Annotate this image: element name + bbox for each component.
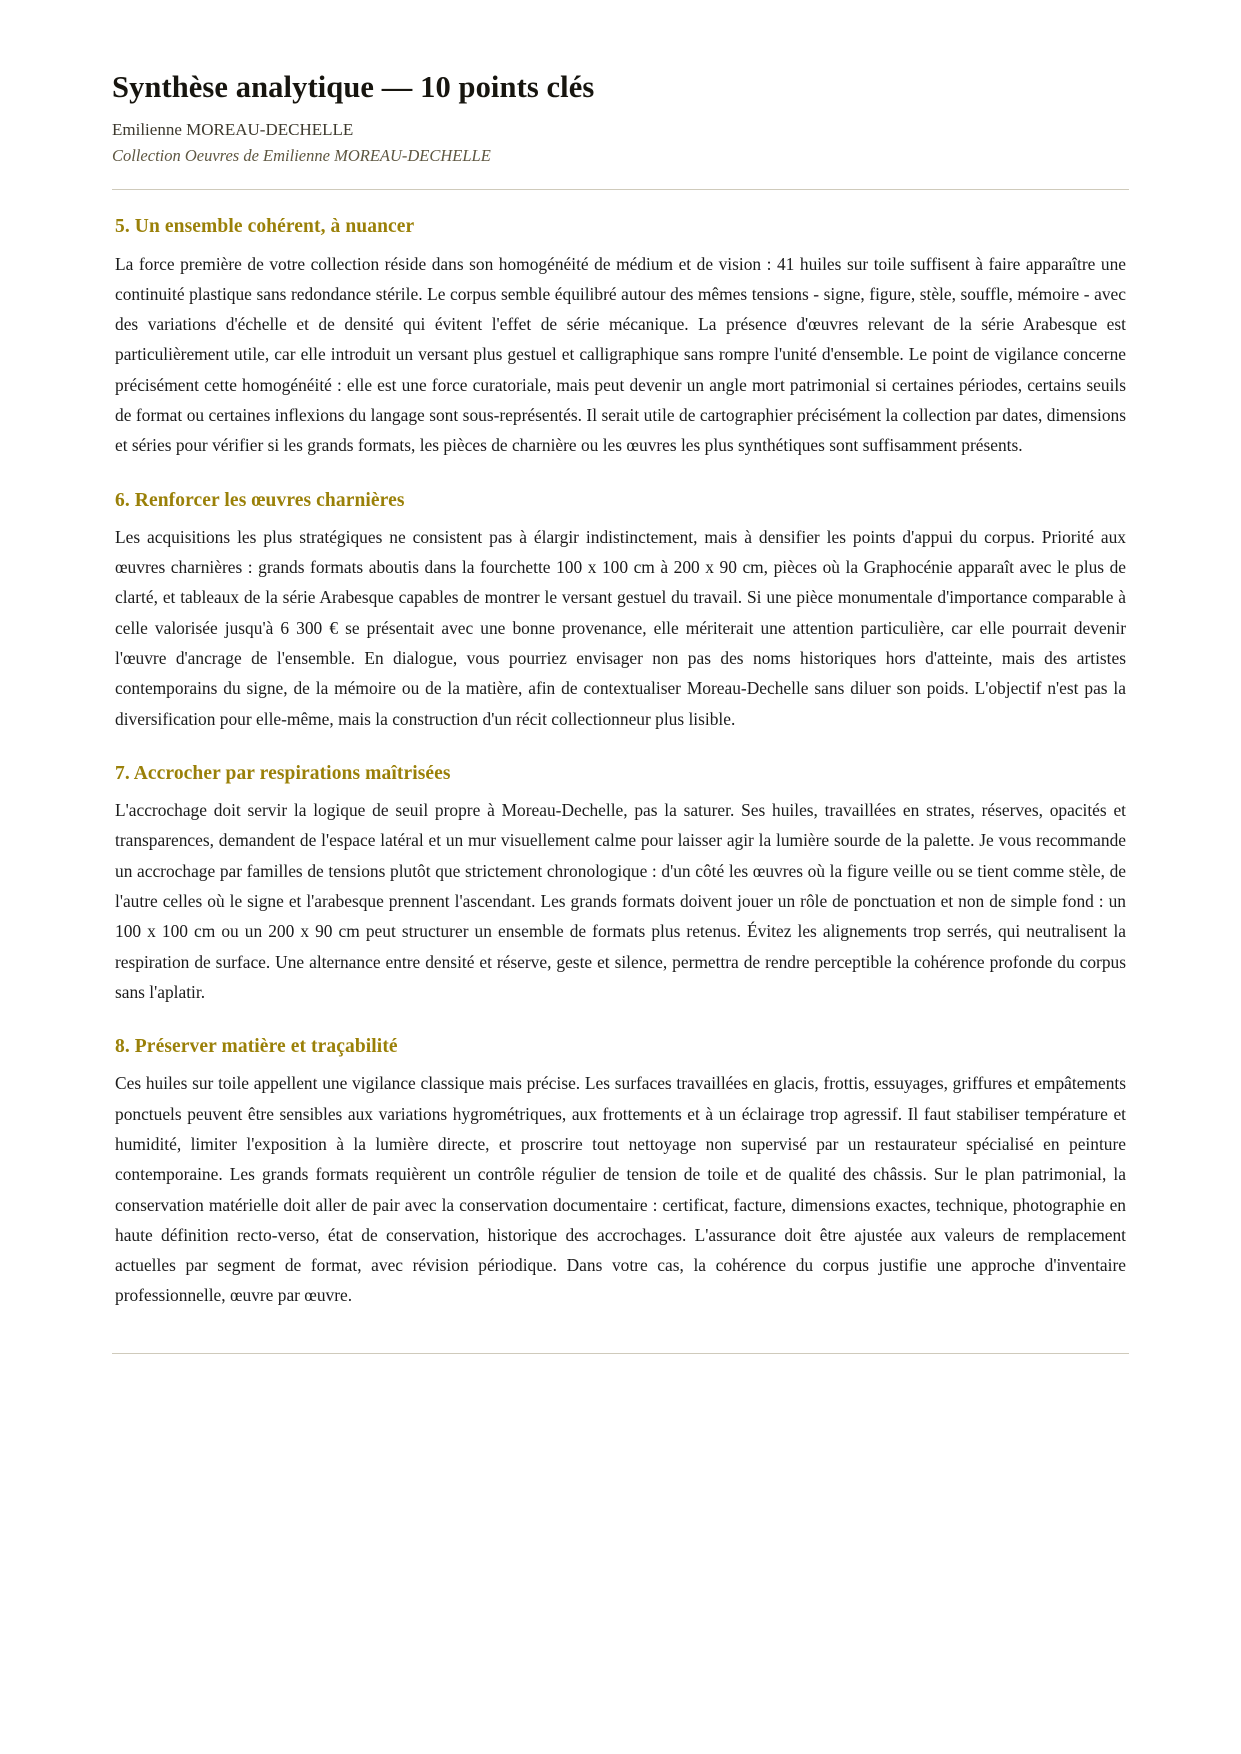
section-body-6: Les acquisitions les plus stratégiques ne consistent pas à élargir indistinctement, mais à densifier les points d'appui du corpus. Priorité aux œuvres charnières : grands formats aboutis dans la fourchette 100 x 100 cm à 200 x 90 cm, pièces où la Graphocénie apparaît avec le plus de clarté, et tableaux de la série Arabesque capables de montrer le versant gestuel du travail. Si une pièce monumentale d'importance comparable à celle valorisée jusqu'à 6 300 € se présentait avec une bonne provenance, elle mériterait une attention particulière, car elle pourrait devenir l'œuvre d'ancrage de l'ensemble. En dialogue, vous pourriez envisager non pas des noms historiques hors d'atteinte, mais des artistes contemporains du signe, de la mémoire ou de la matière, afin de contextualiser Moreau-Dechelle sans diluer son poids. L'objectif n'est pas la diversification pour elle-même, mais la construction d'un récit collectionneur plus lisible. <box>115 526 1126 729</box>
section-7 <box>115 761 1126 1007</box>
section-5 <box>115 190 1126 460</box>
section-heading-6: 6. Renforcer les œuvres charnières <box>115 489 405 511</box>
section-heading-5: 5. Un ensemble cohérent, à nuancer <box>115 216 415 238</box>
footer-divider <box>112 1353 1129 1354</box>
section-body-7: L'accrochage doit servir la logique de seuil propre à Moreau-Dechelle, pas la saturer. Ses huiles, travaillées en strates, réserves, opacités et transparences, demandent de l'espace latéral et un mur visuellement calme pour laisser agir la lumière sourde de la palette. Je vous recommande un accrochage par familles de tensions plutôt que strictement chronologique : d'un côté les œuvres où la figure veille ou se tient comme stèle, de l'autre celles où le signe et l'arabesque prennent l'ascendant. Les grands formats doivent jouer un rôle de ponctuation et non de simple fond : un 100 x 100 cm ou un 200 x 90 cm peut structurer un ensemble de formats plus retenus. Évitez les alignements trop serrés, qui neutralisent la respiration de surface. Une alternance entre densité et réserve, geste et silence, permettra de rendre perceptible la cohérence profonde du corpus sans l'aplatir. <box>115 800 1126 1002</box>
section-heading-8: 8. Préserver matière et traçabilité <box>115 1036 398 1058</box>
document-header <box>112 56 1129 167</box>
section-6 <box>115 488 1126 734</box>
section-body-8: Ces huiles sur toile appellent une vigilance classique mais précise. Les surfaces travaillées en glacis, frottis, essuyages, griffures et empâtements ponctuels peuvent être sensibles aux variations hygrométriques, aux frottements et à un éclairage trop agressif. Il faut stabiliser température et humidité, limiter l'exposition à la lumière directe, et proscrire tout nettoyage non supervisé par un restaurateur spécialisé en peinture contemporaine. Les grands formats requièrent un contrôle régulier de tension de toile et de qualité des châssis. Sur le plan patrimonial, la conservation matérielle doit aller de pair avec la conservation documentaire : certificat, facture, dimensions exactes, technique, photographie en haute définition recto-verso, état de conservation, historique des accrochages. L'assurance doit être ajustée aux valeurs de remplacement actuelles par segment de format, avec révision périodique. Dans votre cas, la cohérence du corpus justifie une approche d'inventaire professionnelle, œuvre par œuvre. <box>115 1073 1126 1306</box>
section-8 <box>115 1034 1126 1311</box>
document-author: Emilienne MOREAU-DECHELLE <box>112 119 354 139</box>
section-heading-7: 7. Accrocher par respirations maîtrisées <box>115 762 451 784</box>
section-body-5: La force première de votre collection réside dans son homogénéité de médium et de vision : 41 huiles sur toile suffisent à faire apparaître une continuité plastique sans redondance stérile. Le corpus semble équilibré autour des mêmes tensions - signe, figure, stèle, souffle, mémoire - avec des variations d'échelle et de densité qui évitent l'effet de série mécanique. La présence d'œuvres relevant de la série Arabesque est particulièrement utile, car elle introduit un versant plus gestuel et calligraphique sans rompre l'unité d'ensemble. Le point de vigilance concerne précisément cette homogénéité : elle est une force curatoriale, mais peut devenir un angle mort patrimonial si certaines périodes, certains seuils de format ou certaines inflexions du langage sont sous-représentés. Il serait utile de cartographier précisément la collection par dates, dimensions et séries pour vérifier si les grands formats, les pièces de charnière ou les œuvres les plus synthétiques sont suffisamment présents. <box>115 253 1126 456</box>
document-content <box>112 190 1129 1311</box>
document-collection: Collection Oeuvres de Emilienne MOREAU-DECHELLE <box>112 145 491 165</box>
page-title: Synthèse analytique — 10 points clés <box>112 70 595 104</box>
